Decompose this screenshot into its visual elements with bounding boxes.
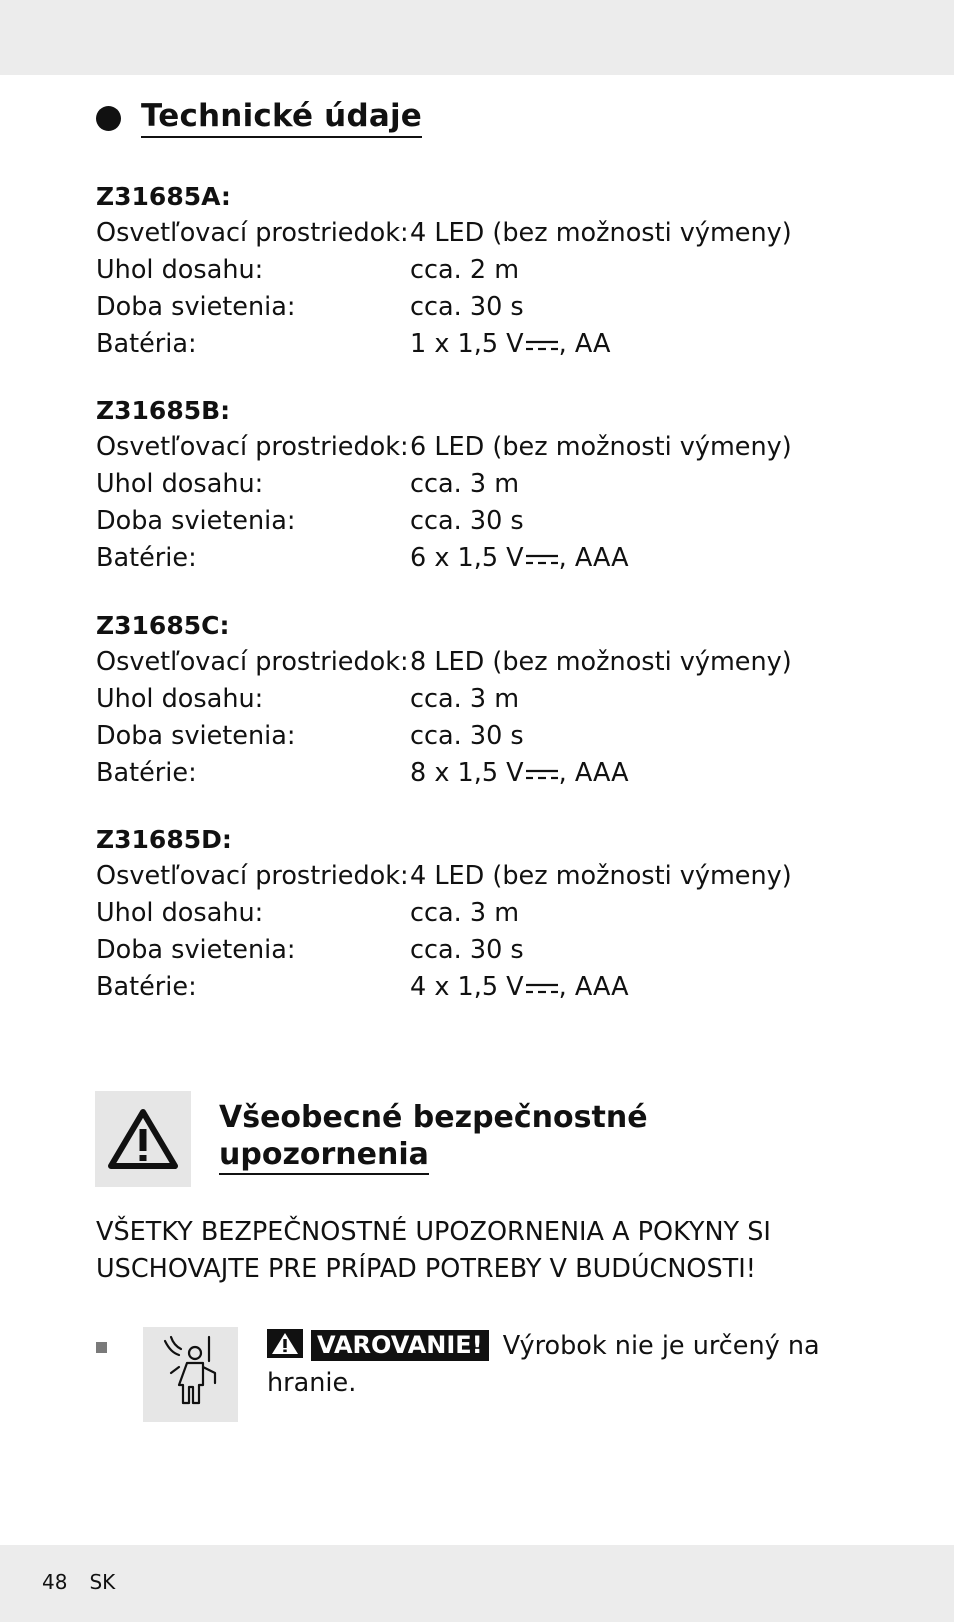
direct-current-symbol-icon [525, 339, 559, 353]
spec-value-text: cca. 30 s [410, 292, 524, 322]
language-code: SK [89, 1570, 116, 1594]
spec-value-text: cca. 30 s [410, 935, 524, 965]
spec-value [410, 858, 792, 895]
spec-value [410, 252, 519, 289]
spec-value [410, 932, 524, 969]
spec-value-text: 4 LED (bez možnosti výmeny) [410, 218, 792, 248]
spec-value-text: cca. 3 m [410, 469, 520, 499]
spec-value-text: 4 LED (bez možnosti výmeny) [410, 861, 792, 891]
spec-value-suffix: , AA [558, 329, 611, 359]
spec-value [410, 326, 610, 363]
spec-row [96, 289, 856, 326]
spec-value-text: 6 x 1,5 V [410, 543, 524, 573]
spec-value-text: 4 x 1,5 V [410, 972, 524, 1002]
spec-value-suffix: , AAA [558, 758, 629, 788]
safety-title-line2: upozornenia [219, 1136, 429, 1175]
spec-value [410, 969, 629, 1006]
spec-row [96, 503, 856, 540]
safety-instruction [96, 1214, 876, 1288]
spec-label: Osvetľovací prostriedok: [96, 861, 409, 891]
spec-label: Osvetľovací prostriedok: [96, 647, 409, 677]
spec-value-text: cca. 30 s [410, 721, 524, 751]
spec-value [410, 755, 629, 792]
spec-label: Batéria: [96, 329, 197, 359]
direct-current-symbol-icon [525, 768, 559, 782]
spec-value-text: cca. 3 m [410, 898, 520, 928]
spec-row [96, 755, 856, 792]
bottom-band [0, 1545, 954, 1622]
spec-value-text: cca. 30 s [410, 506, 524, 536]
spec-value [410, 644, 792, 681]
spec-row [96, 895, 856, 932]
model-name: Z31685B: [96, 396, 231, 425]
square-bullet-icon [96, 1342, 107, 1353]
spec-value-text: 8 LED (bez možnosti výmeny) [410, 647, 792, 677]
spec-value-suffix: , AAA [558, 972, 629, 1002]
spec-row [96, 858, 856, 895]
spec-label: Uhol dosahu: [96, 255, 264, 285]
direct-current-symbol-icon [525, 982, 559, 996]
spec-value-text: cca. 3 m [410, 684, 520, 714]
spec-row [96, 429, 856, 466]
spec-value-suffix: , AAA [558, 543, 629, 573]
section-heading [96, 98, 422, 138]
model-name: Z31685D: [96, 825, 232, 854]
no-children-toy-icon [143, 1327, 238, 1422]
spec-value-text: 1 x 1,5 V [410, 329, 524, 359]
warning-text: Výrobok nie je určený na hranie. [267, 1331, 820, 1398]
spec-label: Doba svietenia: [96, 292, 296, 322]
warning-label: VAROVANIE! [311, 1330, 489, 1361]
spec-value [410, 681, 519, 718]
warning-paragraph [267, 1328, 827, 1402]
model-name: Z31685C: [96, 611, 230, 640]
warning-triangle-icon [267, 1329, 303, 1358]
spec-label: Osvetľovací prostriedok: [96, 218, 409, 248]
spec-value-text: cca. 2 m [410, 255, 520, 285]
spec-row [96, 969, 856, 1006]
spec-value [410, 429, 792, 466]
spec-row [96, 466, 856, 503]
spec-label: Uhol dosahu: [96, 898, 264, 928]
spec-row [96, 718, 856, 755]
model-name: Z31685A: [96, 182, 231, 211]
model-block [96, 392, 856, 577]
spec-value-text: 8 x 1,5 V [410, 758, 524, 788]
spec-value [410, 503, 524, 540]
spec-row [96, 644, 856, 681]
spec-label: Doba svietenia: [96, 935, 296, 965]
safety-title-line1: Všeobecné bezpečnostné [219, 1100, 648, 1135]
spec-value [410, 718, 524, 755]
spec-value-text: 6 LED (bez možnosti výmeny) [410, 432, 792, 462]
spec-row [96, 540, 856, 577]
spec-value [410, 540, 629, 577]
spec-label: Batérie: [96, 972, 197, 1002]
model-block [96, 178, 856, 363]
page-number: 48 [42, 1570, 68, 1594]
safety-instruction-line1: VŠETKY BEZPEČNOSTNÉ UPOZORNENIA A POKYNY SI [96, 1217, 771, 1247]
safety-instruction-line2: USCHOVAJTE PRE PRÍPAD POTREBY V BUDÚCNOSTI! [96, 1254, 756, 1284]
safety-heading [95, 1091, 648, 1187]
top-band [0, 0, 954, 75]
spec-label: Batérie: [96, 543, 197, 573]
page-footer [42, 1570, 115, 1594]
section-title: Technické údaje [141, 98, 422, 138]
direct-current-symbol-icon [525, 553, 559, 567]
spec-label: Batérie: [96, 758, 197, 788]
spec-row [96, 932, 856, 969]
spec-value [410, 466, 519, 503]
spec-row [96, 252, 856, 289]
model-block [96, 607, 856, 792]
spec-label: Doba svietenia: [96, 506, 296, 536]
model-block [96, 821, 856, 1006]
spec-label: Doba svietenia: [96, 721, 296, 751]
filled-circle-icon [96, 106, 121, 131]
spec-label: Uhol dosahu: [96, 469, 264, 499]
spec-row [96, 326, 856, 363]
spec-label: Osvetľovací prostriedok: [96, 432, 409, 462]
warning-triangle-icon [95, 1091, 191, 1187]
spec-value [410, 215, 792, 252]
spec-value [410, 289, 524, 326]
spec-row [96, 681, 856, 718]
spec-row [96, 215, 856, 252]
spec-value [410, 895, 519, 932]
safety-title [219, 1099, 648, 1187]
spec-label: Uhol dosahu: [96, 684, 264, 714]
